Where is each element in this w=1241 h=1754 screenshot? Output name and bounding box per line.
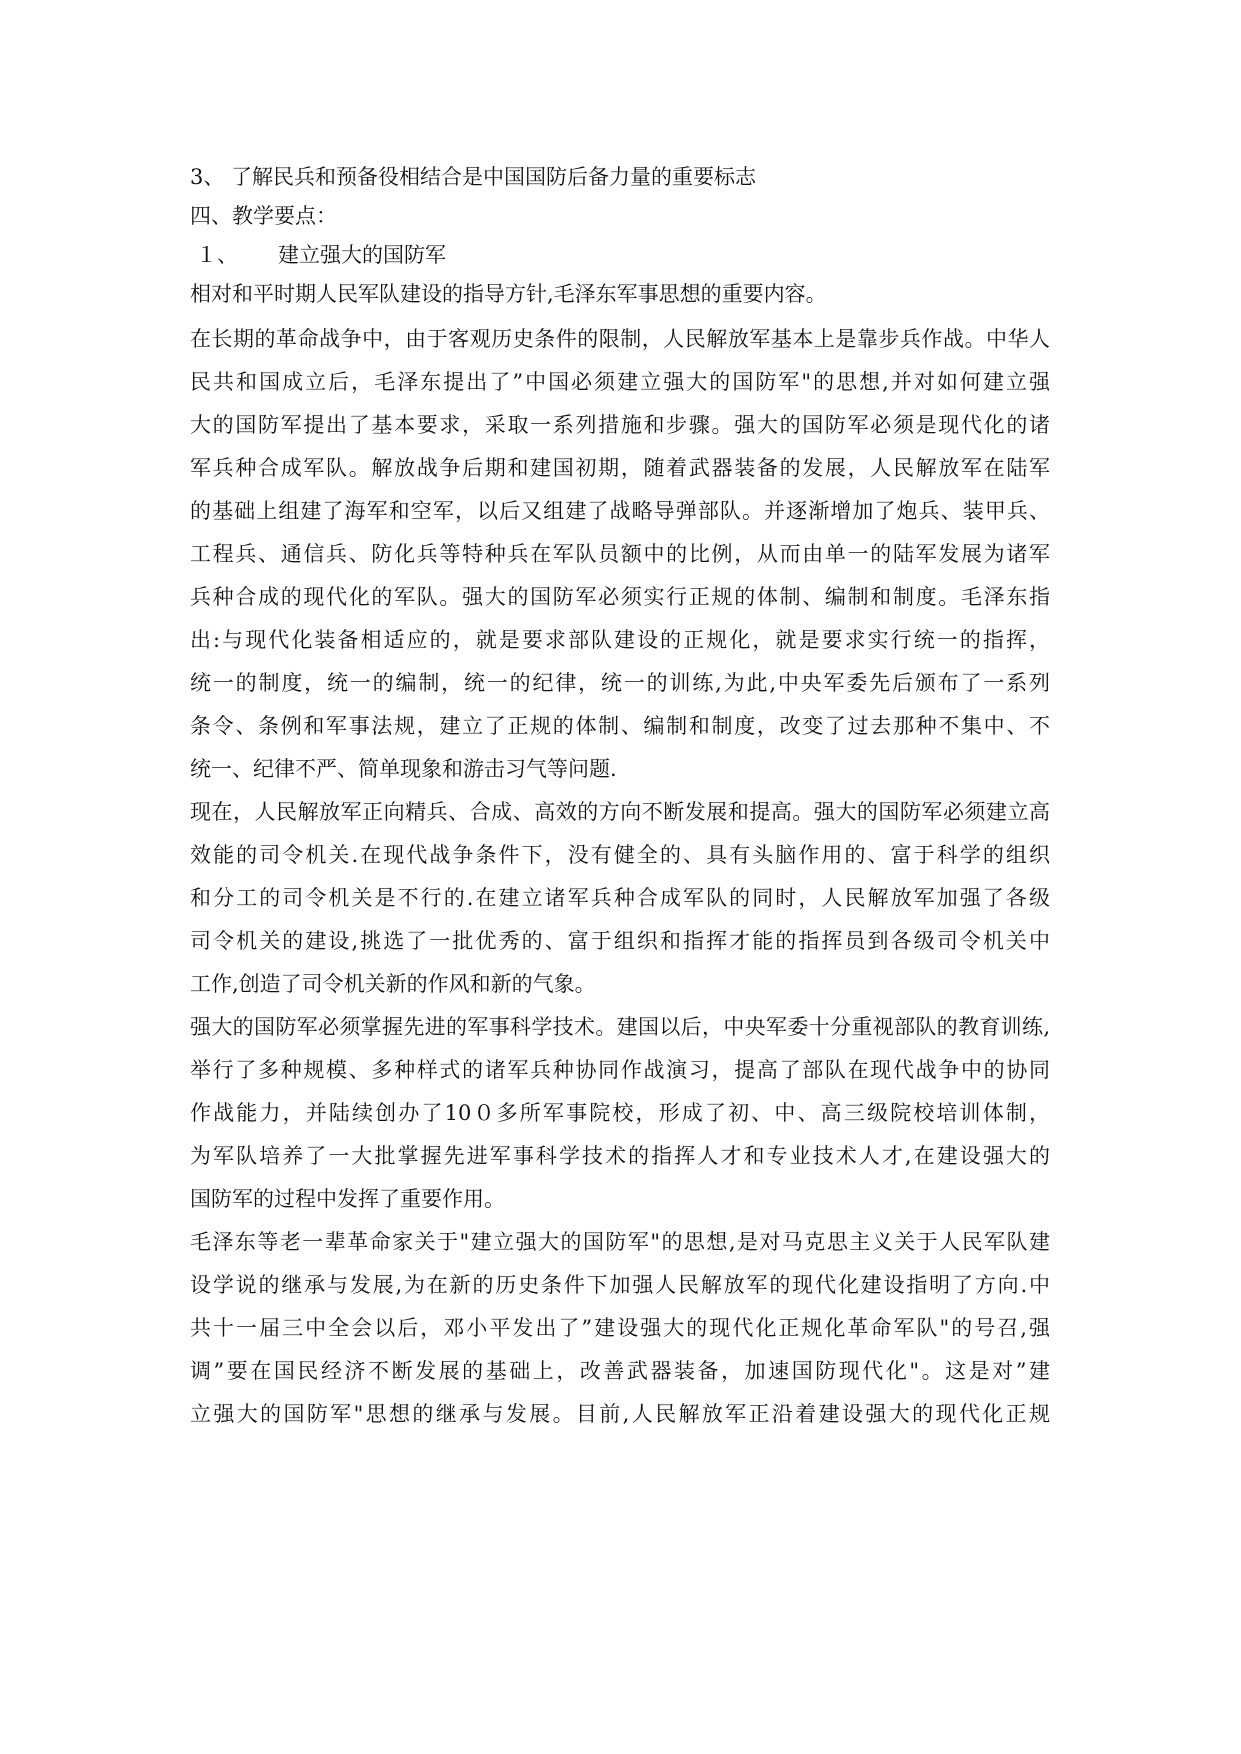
point-1-heading: [190, 236, 1050, 275]
paragraph-line: 的基础上组建了海军和空军，以后又组建了战略导弹部队。并逐渐增加了炮兵、装甲兵、: [190, 499, 1050, 523]
paragraph-line: 工作,创造了司令机关新的作风和新的气象。: [190, 972, 596, 996]
paragraph-2: [190, 791, 1050, 1006]
paragraph-line: 司令机关的建设,挑选了一批优秀的、富于组织和指挥才能的指挥员到各级司令机关中: [190, 929, 1051, 953]
paragraph-line: 调”要在国民经济不断发展的基础上，改善武器装备，加速国防现代化"。这是对”建: [190, 1359, 1050, 1383]
paragraph-line: 设学说的继承与发展,为在新的历史条件下加强人民解放军的现代化建设指明了方向.中: [190, 1273, 1050, 1297]
paragraph-line: 工程兵、通信兵、防化兵等特种兵在军队员额中的比例，从而由单一的陆军发展为诸军: [190, 542, 1050, 566]
paragraph-line: 大的国防军提出了基本要求，采取一系列措施和步骤。强大的国防军必须是现代化的诸: [190, 413, 1050, 437]
paragraph-line: 和分工的司令机关是不行的.在建立诸军兵种合成军队的同时，人民解放军加强了各级: [190, 886, 1051, 910]
paragraph-line: 条令、条例和军事法规，建立了正规的体制、编制和制度，改变了过去那种不集中、不: [190, 714, 1050, 738]
paragraph-line: 出:与现代化装备相适应的，就是要求部队建设的正规化，就是要求实行统一的指挥，: [190, 628, 1050, 652]
paragraph-line: 举行了多种规模、多种样式的诸军兵种协同作战演习，提高了部队在现代战争中的协同: [190, 1058, 1050, 1082]
paragraph-line: 立强大的国防军"思想的继承与发展。目前,人民解放军正沿着建设强大的现代化正规: [190, 1402, 1050, 1426]
paragraph-line: 共十一届三中全会以后，邓小平发出了”建设强大的现代化正规化革命军队"的号召,强: [190, 1316, 1050, 1340]
paragraph-line: 统一的制度，统一的编制，统一的纪律，统一的训练,为此,中央军委先后颁布了一系列: [190, 671, 1050, 695]
paragraph-line: 为军队培养了一大批掌握先进军事科学技术的指挥人才和专业技术人才,在建设强大的: [190, 1144, 1050, 1168]
paragraph-line: 效能的司令机关.在现代战争条件下，没有健全的、具有头脑作用的、富于科学的组织: [190, 843, 1051, 867]
document-body: [190, 158, 1050, 1436]
paragraph-line: 国防军的过程中发挥了重要作用。: [190, 1187, 505, 1211]
point-1-title: 建立强大的国防军: [278, 243, 446, 267]
paragraph-line: 兵种合成的现代化的军队。强大的国防军必须实行正规的体制、编制和制度。毛泽东指: [190, 585, 1050, 609]
paragraph-line: 军兵种合成军队。解放战争后期和建国初期，随着武器装备的发展，人民解放军在陆军: [190, 456, 1050, 480]
paragraph-line: 在长期的革命战争中，由于客观历史条件的限制，人民解放军基本上是靠步兵作战。中华人: [190, 327, 1050, 351]
paragraph-line: 统一、纪律不严、简单现象和游击习气等问题.: [190, 757, 617, 781]
paragraph-line: 强大的国防军必须掌握先进的军事科学技术。建国以后，中央军委十分重视部队的教育训练,: [190, 1015, 1050, 1039]
intro-text: 相对和平时期人民军队建设的指导方针,毛泽东军事思想的重要内容。: [190, 282, 827, 306]
paragraph-4: [190, 1221, 1050, 1436]
item-3-text: 3、 了解民兵和预备役相结合是中国国防后备力量的重要标志: [190, 165, 757, 189]
paragraph-line: 现在，人民解放军正向精兵、合成、高效的方向不断发展和提高。强大的国防军必须建立高: [190, 800, 1050, 824]
paragraph-3: [190, 1006, 1050, 1221]
paragraph-1: [190, 318, 1050, 791]
section-4-heading: 四、教学要点：: [190, 204, 337, 228]
point-1-number: １、: [196, 243, 238, 267]
paragraph-line: 民共和国成立后，毛泽东提出了”中国必须建立强大的国防军"的思想,并对如何建立强: [190, 370, 1050, 394]
paragraph-line: 作战能力，并陆续创办了10０多所军事院校，形成了初、中、高三级院校培训体制，: [190, 1101, 1050, 1125]
paragraph-line: 毛泽东等老一辈革命家关于"建立强大的国防军"的思想,是对马克思主义关于人民军队建: [190, 1230, 1050, 1254]
